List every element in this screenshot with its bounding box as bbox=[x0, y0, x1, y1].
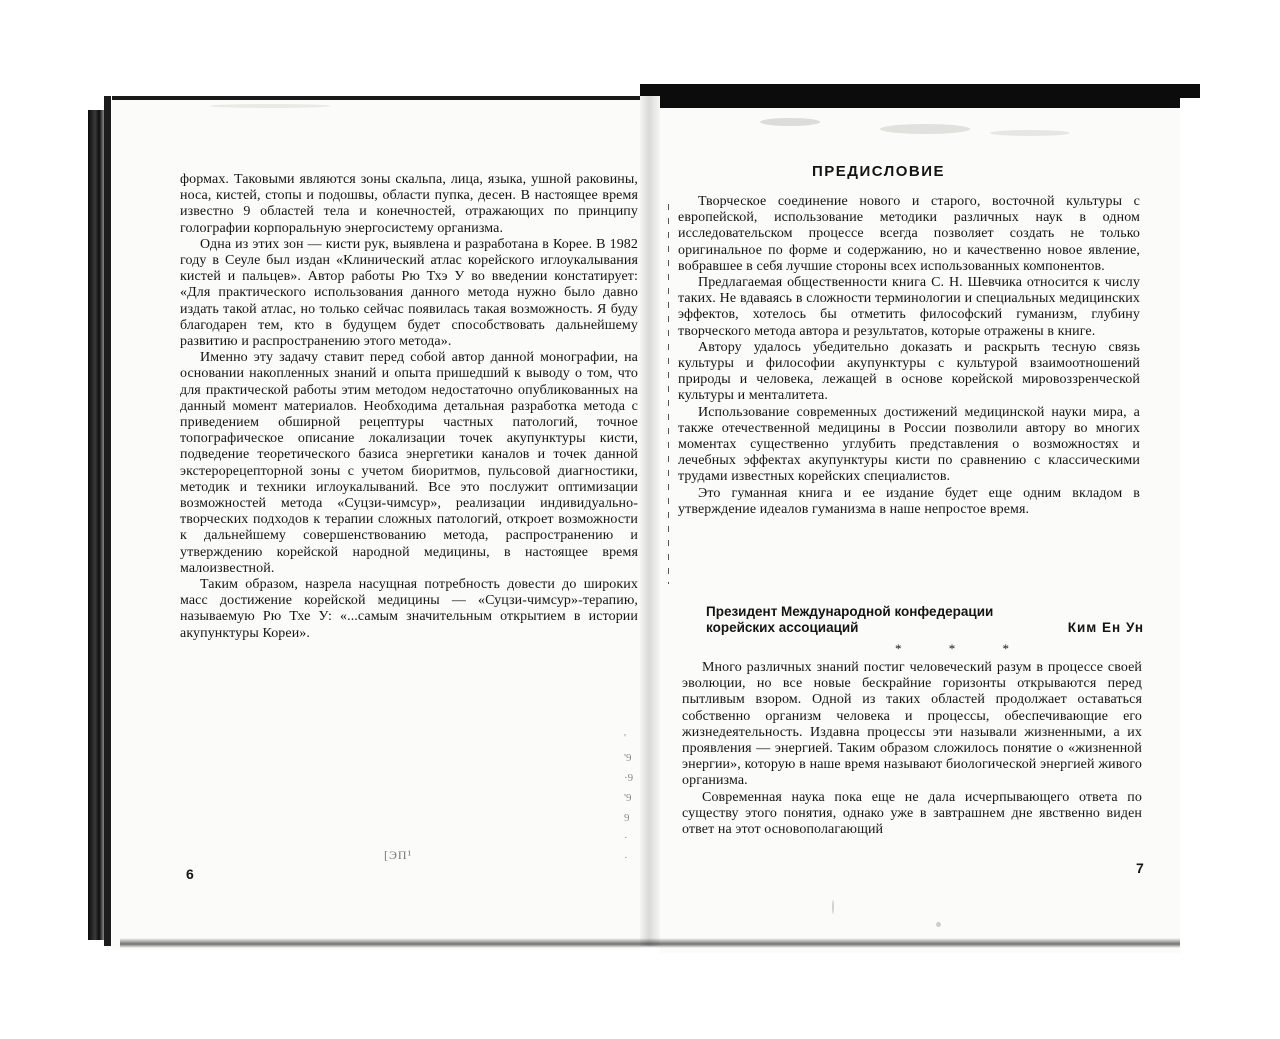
section-divider: * * * bbox=[895, 641, 1031, 656]
book-gutter bbox=[640, 96, 660, 946]
preface-signature bbox=[706, 604, 1144, 636]
scan-speck bbox=[990, 130, 1070, 136]
left-paragraph-4: Таким образом, назрела насущная потребность довести до широких масс достижение корейской медицины — «Суцзи-чимсур»-терапию, называемую Рю Тхе У: «...самым значительным открытием в истории акупунктуры Кореи». bbox=[180, 577, 638, 641]
page-number-right: 7 bbox=[1136, 860, 1144, 876]
chapter-paragraph-2: Современная наука пока еще не дала исчерпывающего ответа по существу этого понятия, однако уже в завтрашнем дне явственно виден ответ на этот основополагающий bbox=[682, 789, 1142, 838]
preface-paragraph-4: Использование современных достижений медицинской науки мира, а также отечественной медицины в России позволили автору во многих моментах существенно углубить представления о возможностях и лечебных эффектах акупунктуры кисти по сравнению с классическими трудами известных корейских специалистов. bbox=[678, 404, 1140, 485]
signature-role: Президент Международной конфедерации корейских ассоциаций bbox=[706, 604, 994, 635]
noise-mark: ·9 bbox=[624, 772, 634, 784]
book-edge-top-right bbox=[640, 84, 1200, 98]
scan-speck bbox=[880, 124, 970, 134]
preface-title: ПРЕДИСЛОВИЕ bbox=[812, 163, 946, 180]
left-paragraph-2: Одна из этих зон — кисти рук, выявлена и разработана в Корее. В 1982 году в Сеуле был издан «Клинический атлас корейского иглоукалывания кистей и пальцев». Автор работы Рю Тхэ У во введении констатирует: «Для практического использования данного метода нужно было давно издать такой атлас, но только сейчас появилась такая возможность. Я буду благодарен тем, кто в будущем будет способствовать дальнейшему развитию и распространению этого метода». bbox=[180, 236, 638, 350]
noise-mark: '9 bbox=[624, 792, 632, 804]
noise-mark: 9 bbox=[624, 812, 630, 824]
left-paragraph-3: Именно эту задачу ставит перед собой автор данной монографии, на основании накопленных знаний и опыта пришедший к выводу о том, что для практической работы этим методом недостаточно опубликованных на данный момент материалов. Необходима детальная разработка метода с приведением обширной рецептуры частных патологий, точное топографическое описание локализации точек акупунктуры кисти, подведение теоретического базиса энергетики каналов и точек данной экстерорецепторной зоны с учетом биоритмов, пульсовой диагностики, методик и техники иглоукалываний. Все это послужит оптимизации возможностей метода «Суцзи-чимсур», реализации индивидуально-творческих подходов к терапии сложных патологий, откроет возможности к дальнейшему совершенствованию метода, распространению и утверждению корейской народной медицины, в настоящее время малоизвестной. bbox=[180, 350, 638, 576]
scan-speck bbox=[210, 104, 330, 108]
left-page-text bbox=[180, 172, 638, 642]
chapter-paragraph-1: Много различных знаний постиг человеческий разум в процессе своей эволюции, но все новые бескрайние горизонты открываются перед пытливым взором. Одной из таких областей продолжает оставаться собственно организм человека и процессы, обеспечивающие его жизнедеятельность. Издавна процессы эти называли жизненными, а их проявления — энергией. Таким образом сложилось понятие о «жизненной энергии», которую в наше время называют биологической энергией живого организма. bbox=[682, 660, 1142, 789]
preface-paragraph-1: Творческое соединение нового и старого, восточной культуры с европейской, использование методики различных наук в одном исследовательском процессе всегда позволяет создать не только оригинальное по форме и содержанию, но и качественно новое явление, вобравшее в себя лучшие стороны всех использованных компонентов. bbox=[678, 194, 1140, 274]
preface-paragraph-5: Это гуманная книга и ее издание будет еще одним вкладом в утверждение идеалов гуманизма в наше непростое время. bbox=[678, 485, 1140, 517]
book-edge-left bbox=[88, 110, 104, 940]
book-edge-shadow bbox=[104, 96, 111, 946]
noise-mark: ' bbox=[624, 732, 626, 744]
page-number-left: 6 bbox=[186, 866, 194, 882]
preface-paragraph-2: Предлагаемая общественности книга С. Н. Шевчика относится к числу таких. Не вдаваясь в сложности терминологии и специальных медицинских эффектов, хотелось бы отметить философский гуманизм, глубину творческого метода автора и результатов, которые отражены в книге. bbox=[678, 275, 1140, 339]
scan-speck bbox=[936, 922, 941, 927]
left-paragraph-1: формах. Таковыми являются зоны скальпа, лица, языка, ушной раковины, носа, кистей, стопы и подошвы, области пупка, десен. В настоящее время известно 9 областей тела и конечностей, отражающих по принципу голографии корпоральную энергосистему организма. bbox=[180, 172, 638, 236]
library-stamp: [ЭП¹ bbox=[384, 848, 413, 862]
margin-scan-line bbox=[668, 204, 669, 584]
margin-scan-noise bbox=[624, 728, 638, 868]
preface-text bbox=[678, 194, 1140, 518]
noise-mark: · bbox=[624, 832, 628, 844]
book-bottom-shadow bbox=[120, 938, 1180, 948]
scan-speck bbox=[760, 118, 820, 126]
chapter-text bbox=[682, 660, 1142, 838]
signature-name: Ким Ен Ун bbox=[1067, 620, 1144, 635]
noise-mark: · bbox=[624, 852, 628, 864]
preface-paragraph-3: Автору удалось убедительно доказать и раскрыть тесную связь культуры и философии акупунктуры с культурой взаимоотношений природы и человека, лежащей в основе корейской мировоззренческой культуры и менталитета. bbox=[678, 339, 1140, 404]
scan-speck bbox=[832, 900, 834, 914]
noise-mark: '9 bbox=[624, 752, 632, 764]
